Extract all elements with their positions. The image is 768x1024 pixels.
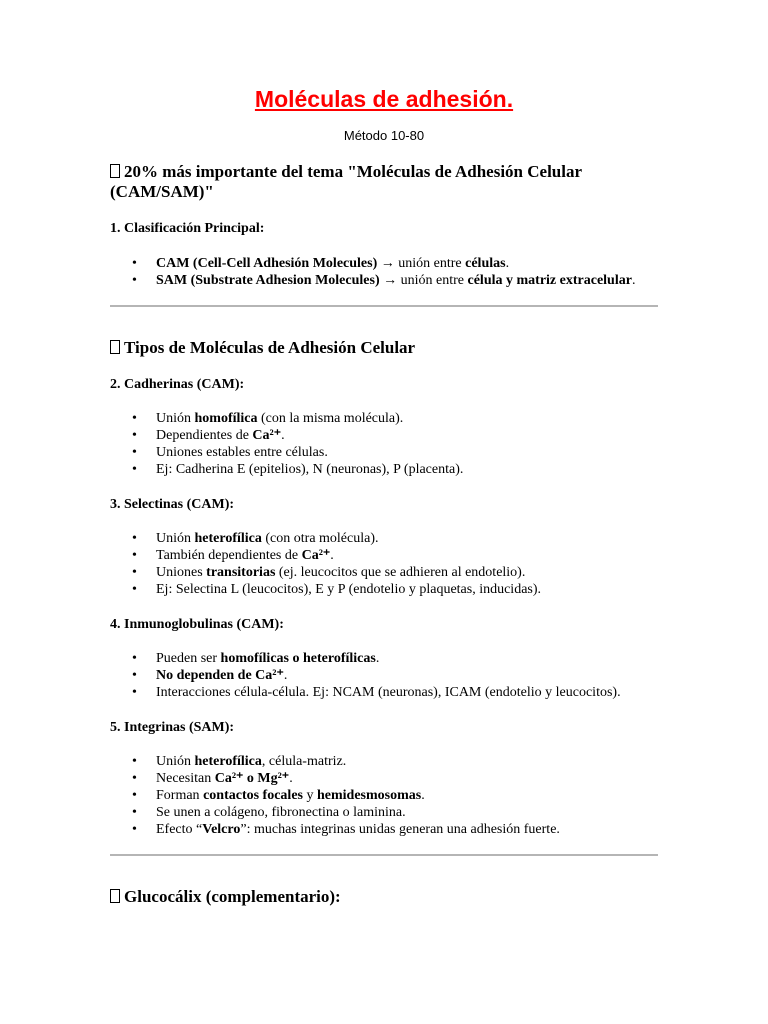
missing-glyph-icon [110,889,120,903]
section-heading-text: Glucocálix (complementario): [124,887,341,906]
text: (con la misma molécula). [257,411,404,426]
list-item: • Interacciones célula-célula. Ej: NCAM (neuronas), ICAM (endotelio y leucocitos). [156,684,658,701]
emphasis: transitorias [206,565,276,580]
emphasis: Velcro [202,822,241,837]
text: unión entre [400,273,468,288]
emphasis: hemidesmosomas [316,788,422,803]
emphasis: Ca²⁺ o Mg²⁺ [214,771,290,786]
text: ”: muchas integrinas unidas generan una adhesión fuerte. [240,822,560,837]
text: . [289,771,293,786]
subsection-title-inmunoglobulinas: 4. Inmunoglobulinas (CAM): [110,617,284,632]
arrow: → [377,256,399,271]
emphasis: heterofílica [194,531,262,546]
text: . [375,651,380,666]
missing-glyph-icon [110,340,120,354]
selectinas-list [110,530,658,598]
subsection-title-clasificacion: 1. Clasificación Principal: [110,221,265,236]
cadherinas-list [110,410,658,478]
document-subtitle: Método 10-80 [343,128,425,143]
list-item: • Ej: Cadherina E (epitelios), N (neuronas), P (placenta). [156,461,658,478]
subsection-title-cadherinas: 2. Cadherinas (CAM): [110,377,245,392]
text: y [302,788,317,803]
classification-list [110,255,658,289]
subsection-title-integrinas: 5. Integrinas (SAM): [110,720,235,735]
text: Efecto “ [156,822,203,837]
text: (ej. leucocitos que se adhieren al endotelio). [275,565,526,580]
text: Forman [156,788,204,803]
text: Pueden ser [156,651,221,666]
list-item [156,821,658,838]
horizontal-divider [110,854,658,856]
emphasis: No dependen de Ca²⁺ [156,668,284,683]
emphasis: células [465,256,506,271]
list-item [156,530,658,547]
section-heading-text: 20% más importante del tema "Moléculas de Adhesión Celular (CAM/SAM)" [110,162,582,201]
text: . [330,548,334,563]
integrinas-list [110,753,658,838]
missing-glyph-icon [110,164,120,178]
list-item [156,547,658,564]
list-item [156,753,658,770]
list-item: • Ej: Selectina L (leucocitos), E y P (endotelio y plaquetas, inducidas). [156,581,658,598]
emphasis: célula y matriz extracelular [467,273,632,288]
emphasis: homofílica [194,411,258,426]
text: . [283,668,288,683]
text: , célula-matriz. [261,754,347,769]
text: Unión [156,754,195,769]
list-item [156,787,658,804]
horizontal-divider [110,305,658,307]
text: . [421,788,425,803]
emphasis: contactos focales [203,788,303,803]
text: Unión [156,411,195,426]
list-item [156,410,658,427]
emphasis: Ca²⁺ [301,548,331,563]
cam-term: CAM (Cell-Cell Adhesión Molecules) [156,256,378,271]
arrow: → [379,273,401,288]
section-heading-glucocalix [110,887,658,907]
sam-term: SAM (Substrate Adhesion Molecules) [156,273,380,288]
text: Uniones [156,565,207,580]
document-title: Moléculas de adhesión. [254,86,514,112]
text: unión entre [398,256,466,271]
list-item [156,770,658,787]
text: Necesitan [156,771,215,786]
list-item [156,255,658,272]
list-item: • Se unen a colágeno, fibronectina o laminina. [156,804,658,821]
subsection-title-selectinas: 3. Selectinas (CAM): [110,497,235,512]
list-item [156,650,658,667]
document-body [110,162,658,907]
list-item [156,667,658,684]
text: . [505,256,510,271]
text: Dependientes de [156,428,253,443]
list-item [156,272,658,289]
text: También dependientes de [156,548,302,563]
text: . [631,273,636,288]
text: . [281,428,285,443]
emphasis: heterofílica [194,754,262,769]
text: (con otra molécula). [261,531,379,546]
emphasis: homofílicas o heterofílicas [220,651,376,666]
section-heading-key-concepts [110,162,658,202]
section-heading-text: Tipos de Moléculas de Adhesión Celular [124,338,416,357]
list-item: • Uniones estables entre células. [156,444,658,461]
list-item [156,427,658,444]
text: Unión [156,531,195,546]
inmunoglobulinas-list [110,650,658,701]
emphasis: Ca²⁺ [252,428,282,443]
list-item [156,564,658,581]
section-heading-tipos [110,338,658,358]
